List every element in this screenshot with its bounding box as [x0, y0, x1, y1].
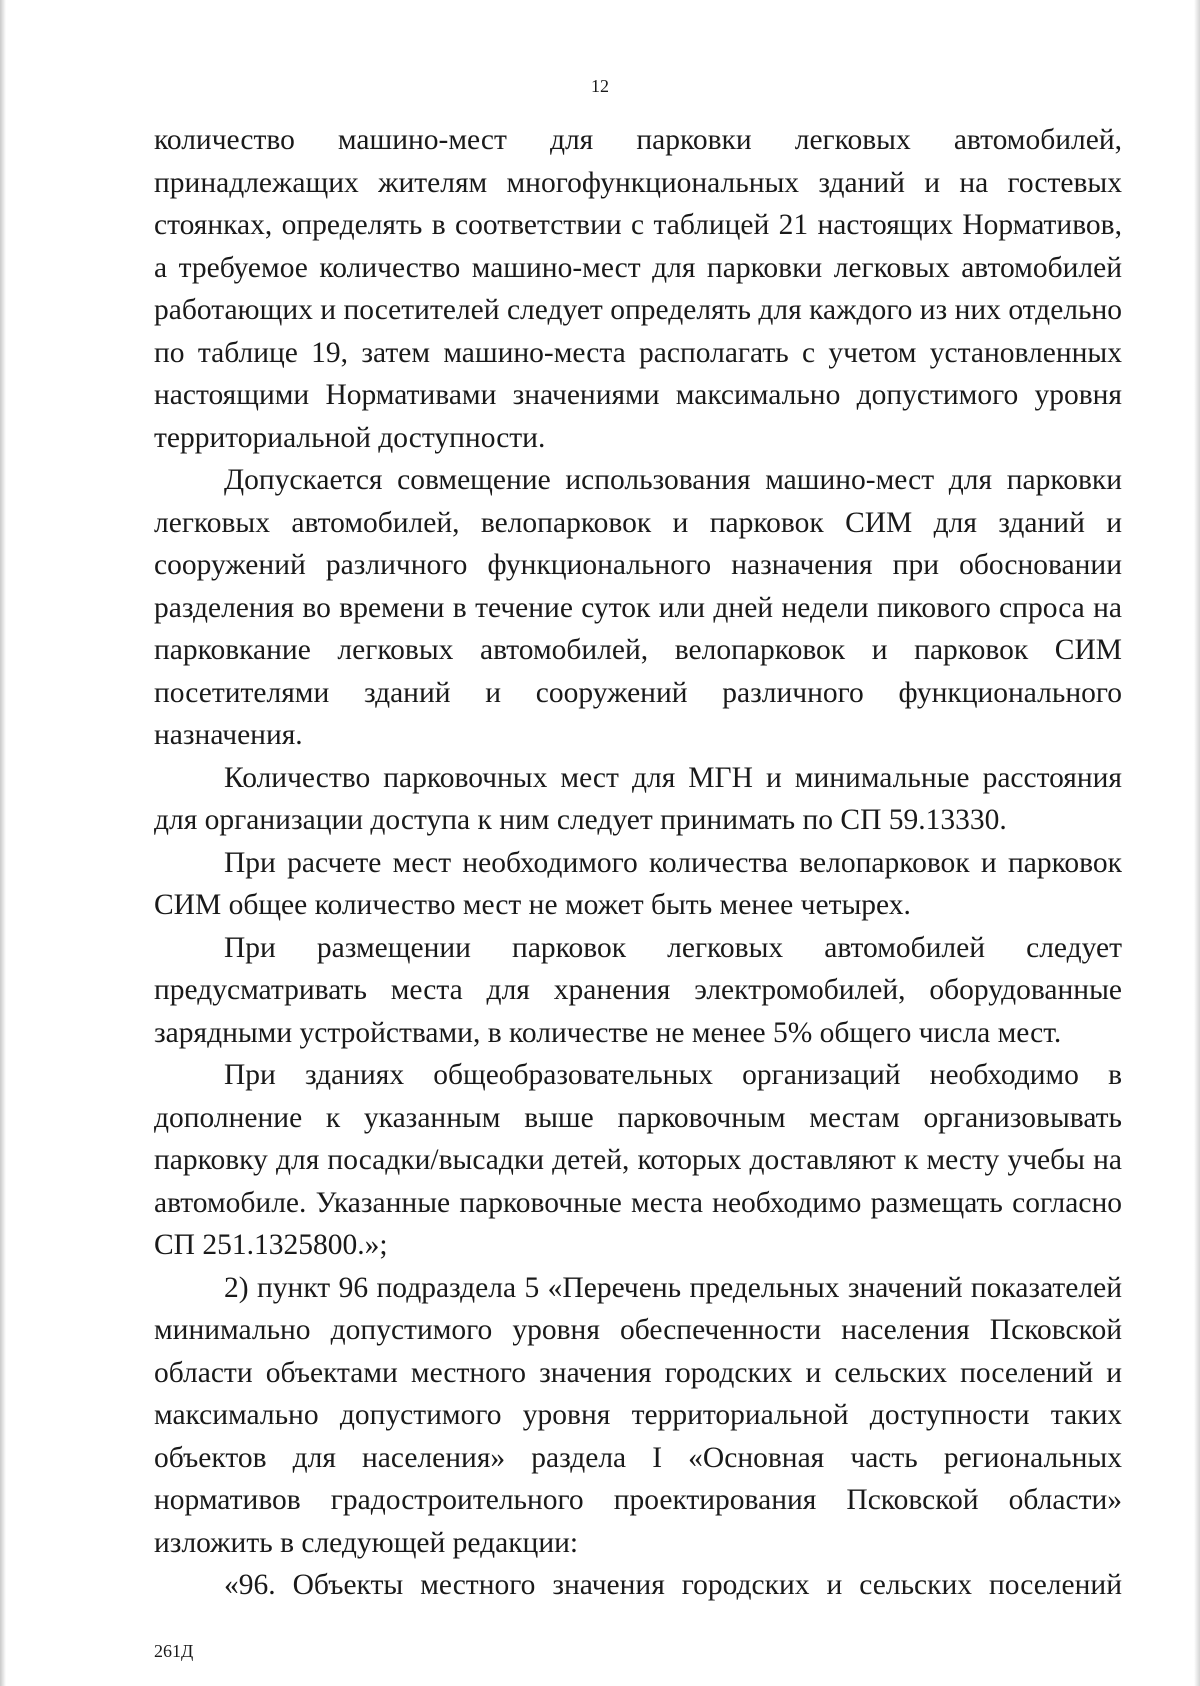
page-number: 12	[591, 76, 609, 96]
paragraph-parking-residents: количество машино-мест для парковки легковых автомобилей, принадлежащих жителям многофункциональных зданий и на гостевых стоянках, определять в соответствии с таблицей 21 настоящих Нормативов, а требуемое количество машино-мест для парковки легковых автомобилей работающих и посетителей следует определять для каждого из них отдельно по таблице 19, затем машино-места располагать с учетом установленных настоящими Нормативами значениями максимально допустимого уровня территориальной доступности.	[154, 124, 1122, 454]
paragraph-item-96-start: «96. Объекты местного значения городских и сельских поселений	[224, 1569, 1122, 1601]
paragraph-mgn-parking: Количество парковочных мест для МГН и минимальные расстояния для организации доступа к ним следует принимать по СП 59.13330.	[154, 761, 1122, 836]
footer-document-code: 261Д	[154, 1641, 194, 1661]
paragraph-school-dropoff: При зданиях общеобразовательных организаций необходимо в дополнение к указанным выше парковочным местам организовывать парковку для посадки/высадки детей, которых доставляют к месту учебы на автомобиле. Указанные парковочные места необходимо размещать согласно СП 251.1325800.»;	[154, 1059, 1122, 1261]
paragraph-electric-vehicles: При размещении парковок легковых автомобилей следует предусматривать места для хранения электромобилей, оборудованные зарядными устройствами, в количестве не менее 5% общего числа мест.	[154, 931, 1122, 1049]
scan-edge-left	[0, 0, 6, 1686]
scan-edge-right	[1194, 0, 1200, 1686]
paragraph-shared-parking: Допускается совмещение использования машино-мест для парковки легковых автомобилей, велопарковок и парковок СИМ для зданий и сооружений различного функционального назначения при обосновании разделения во времени в течение суток или дней недели пикового спроса на парковкание легковых автомобилей, велопарковок и парковок СИМ посетителями зданий и сооружений различного функционального назначения.	[154, 464, 1122, 751]
paragraph-item-96-amendment: 2) пункт 96 подраздела 5 «Перечень предельных значений показателей минимально допустимого уровня обеспеченности населения Псковской области объектами местного значения городских и сельских поселений и максимально допустимого уровня территориальной доступности таких объектов для населения» раздела I «Основная часть региональных нормативов градостроительного проектирования Псковской области» изложить в следующей редакции:	[154, 1271, 1122, 1559]
document-body	[154, 119, 1122, 1607]
paragraph-bike-parking-minimum: При расчете мест необходимого количества велопарковок и парковок СИМ общее количество мест не может быть менее четырех.	[154, 846, 1122, 921]
